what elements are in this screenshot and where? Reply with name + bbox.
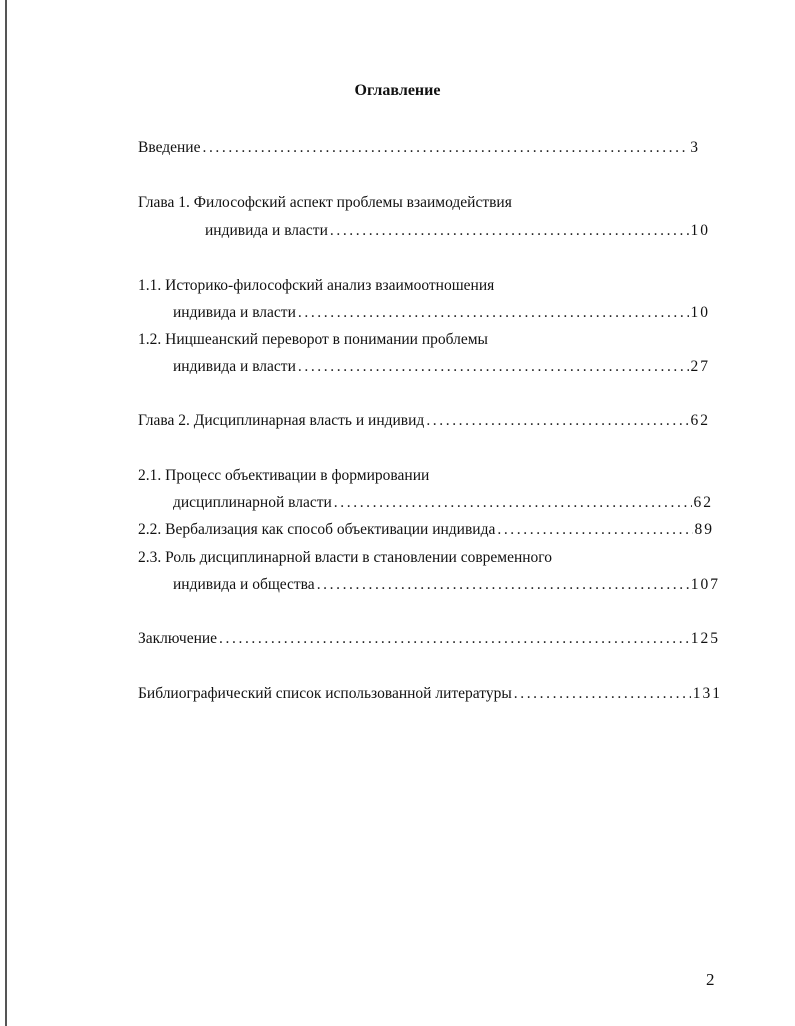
toc-entry-chapter1-line1[interactable]: Глава 1. Философский аспект проблемы взаимодействия bbox=[138, 194, 512, 211]
toc-entry-bibliography[interactable] bbox=[138, 684, 722, 704]
toc-entry-1-2-line1[interactable]: 1.2. Ницшеанский переворот в понимании проблемы bbox=[138, 331, 488, 348]
toc-page-number: 131 bbox=[692, 685, 722, 702]
dot-leader bbox=[298, 357, 689, 377]
toc-page-number: 10 bbox=[690, 304, 710, 321]
dot-leader bbox=[330, 221, 689, 241]
toc-entry-2-3[interactable] bbox=[173, 575, 720, 595]
toc-title: Оглавление bbox=[354, 82, 441, 99]
toc-entry-label: индивида и власти bbox=[173, 358, 296, 375]
toc-entry-2-3-line1[interactable]: 2.3. Роль дисциплинарной власти в становлении современного bbox=[138, 549, 553, 566]
toc-entry-label: 2.2. Вербализация как способ объективации индивида bbox=[138, 521, 496, 538]
toc-page-number: 3 bbox=[690, 139, 700, 156]
page-number: 2 bbox=[706, 970, 715, 989]
toc-entry-label: Введение bbox=[138, 139, 201, 156]
dot-leader bbox=[202, 138, 688, 158]
toc-entry-label: Библиографический список использованной литературы bbox=[138, 685, 512, 702]
toc-entry-label: индивида и власти bbox=[205, 222, 328, 239]
toc-page-number: 89 bbox=[694, 521, 714, 538]
toc-entry-2-1[interactable] bbox=[173, 493, 713, 513]
toc-page-number: 10 bbox=[690, 222, 710, 239]
dot-leader bbox=[298, 303, 689, 323]
toc-entry-1-1-line1[interactable]: 1.1. Историко-философский анализ взаимоотношения bbox=[138, 277, 495, 294]
dot-leader bbox=[317, 575, 689, 595]
dot-leader bbox=[334, 493, 692, 513]
dot-leader bbox=[426, 411, 688, 431]
toc-entry-label: Заключение bbox=[138, 630, 218, 647]
toc-entry-2-2[interactable] bbox=[138, 520, 714, 540]
toc-entry-label: дисциплинарной власти bbox=[173, 494, 332, 511]
toc-entry-2-1-line1[interactable]: 2.1. Процесс объективации в формировании bbox=[138, 467, 430, 484]
toc-entry-chapter1[interactable] bbox=[205, 221, 710, 241]
toc-page-number: 107 bbox=[690, 576, 720, 593]
toc-entry-intro[interactable] bbox=[138, 138, 700, 158]
toc-page-number: 62 bbox=[693, 494, 713, 511]
dot-leader bbox=[219, 629, 689, 649]
toc-entry-label: Глава 2. Дисциплинарная власть и индивид bbox=[138, 412, 425, 429]
toc-entry-label: индивида и общества bbox=[173, 576, 315, 593]
toc-entry-chapter2[interactable] bbox=[138, 411, 710, 431]
toc-entry-1-1[interactable] bbox=[173, 303, 710, 323]
toc-page-number: 27 bbox=[690, 358, 710, 375]
toc-page-number: 125 bbox=[690, 630, 720, 647]
toc-entry-conclusion[interactable] bbox=[138, 629, 720, 649]
toc-entry-label: индивида и власти bbox=[173, 304, 296, 321]
toc-entry-1-2[interactable] bbox=[173, 357, 710, 377]
dot-leader bbox=[514, 684, 691, 704]
toc-page-number: 62 bbox=[690, 412, 710, 429]
dot-leader bbox=[497, 520, 692, 540]
